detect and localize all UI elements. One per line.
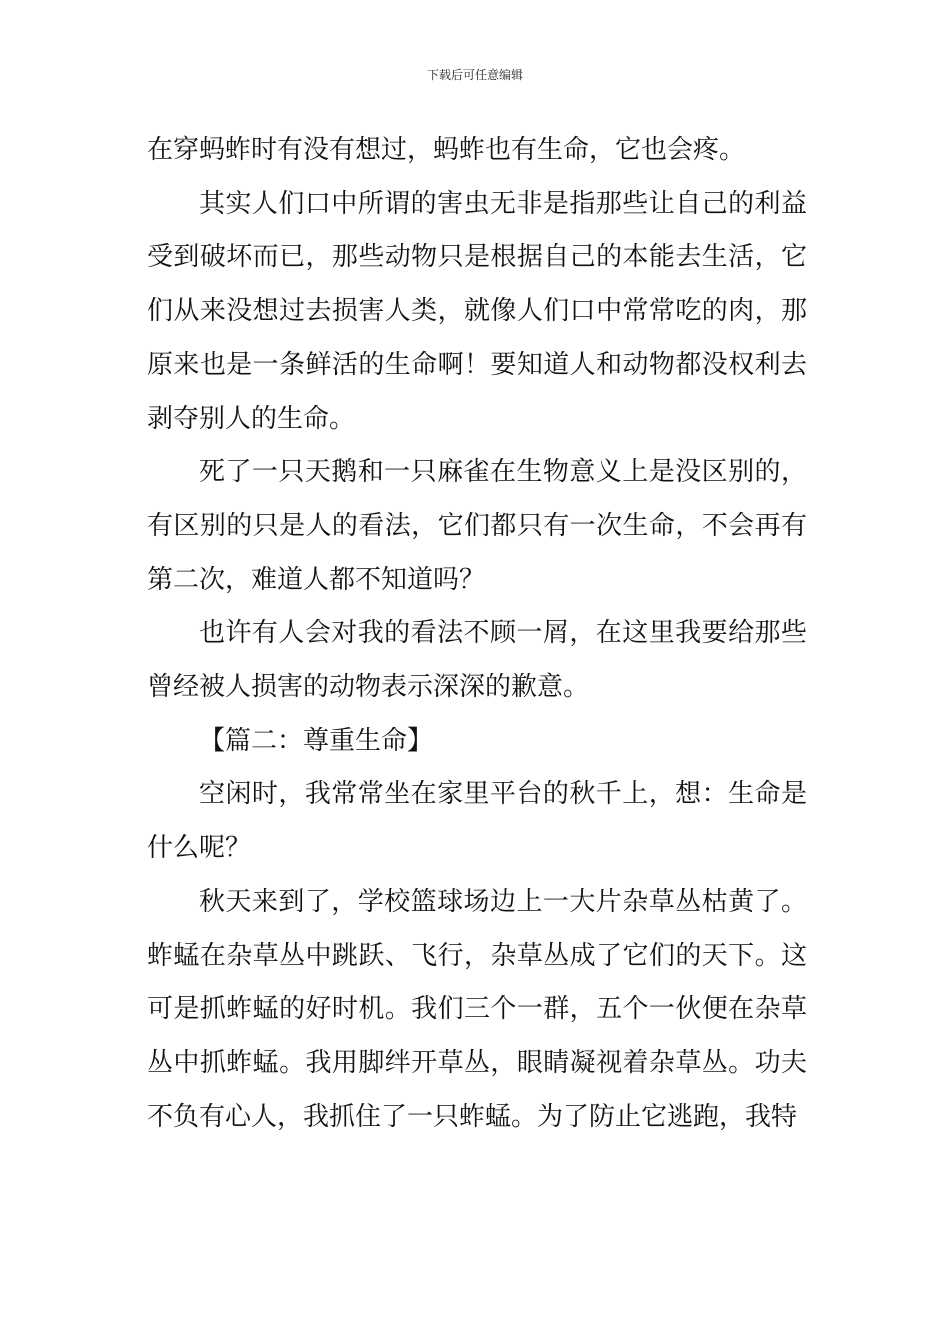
paragraph: 在穿蚂蚱时有没有想过，蚂蚱也有生命，它也会疼。 [147,135,746,165]
document-body [147,124,807,1144]
paragraph: 也许有人会对我的看法不顾一屑，在这里我要给那些曾经被人损害的动物表示深深的歉意。 [147,618,807,703]
page-header: 下载后可任意编辑 [426,68,523,82]
paragraph: 秋天来到了，学校篮球场边上一大片杂草丛枯黄了。蚱蜢在杂草丛中跳跃、飞行，杂草丛成了它们的天下。这可是抓蚱蜢的好时机。我们三个一群，五个一伙便在杂草丛中抓蚱蜢。我用脚绊开草丛，眼睛凝视着杂草丛。功夫不负有心人，我抓住了一只蚱蜢。为了防止它逃跑，我特 [147,886,807,1132]
paragraph: 死了一只天鹅和一只麻雀在生物意义上是没区别的，有区别的只是人的看法，它们都只有一次生命，不会再有第二次，难道人都不知道吗？ [147,457,807,595]
paragraph: 其实人们口中所谓的害虫无非是指那些让自己的利益受到破坏而已，那些动物只是根据自己的本能去生活，它们从来没想过去损害人类，就像人们口中常常吃的肉，那原来也是一条鲜活的生命啊！要知道人和动物都没权利去剥夺别人的生命。 [147,188,807,434]
paragraph: 空闲时，我常常坐在家里平台的秋千上，想：生命是什么呢？ [147,779,807,864]
section-heading: 【篇二：尊重生命】 [199,725,434,756]
